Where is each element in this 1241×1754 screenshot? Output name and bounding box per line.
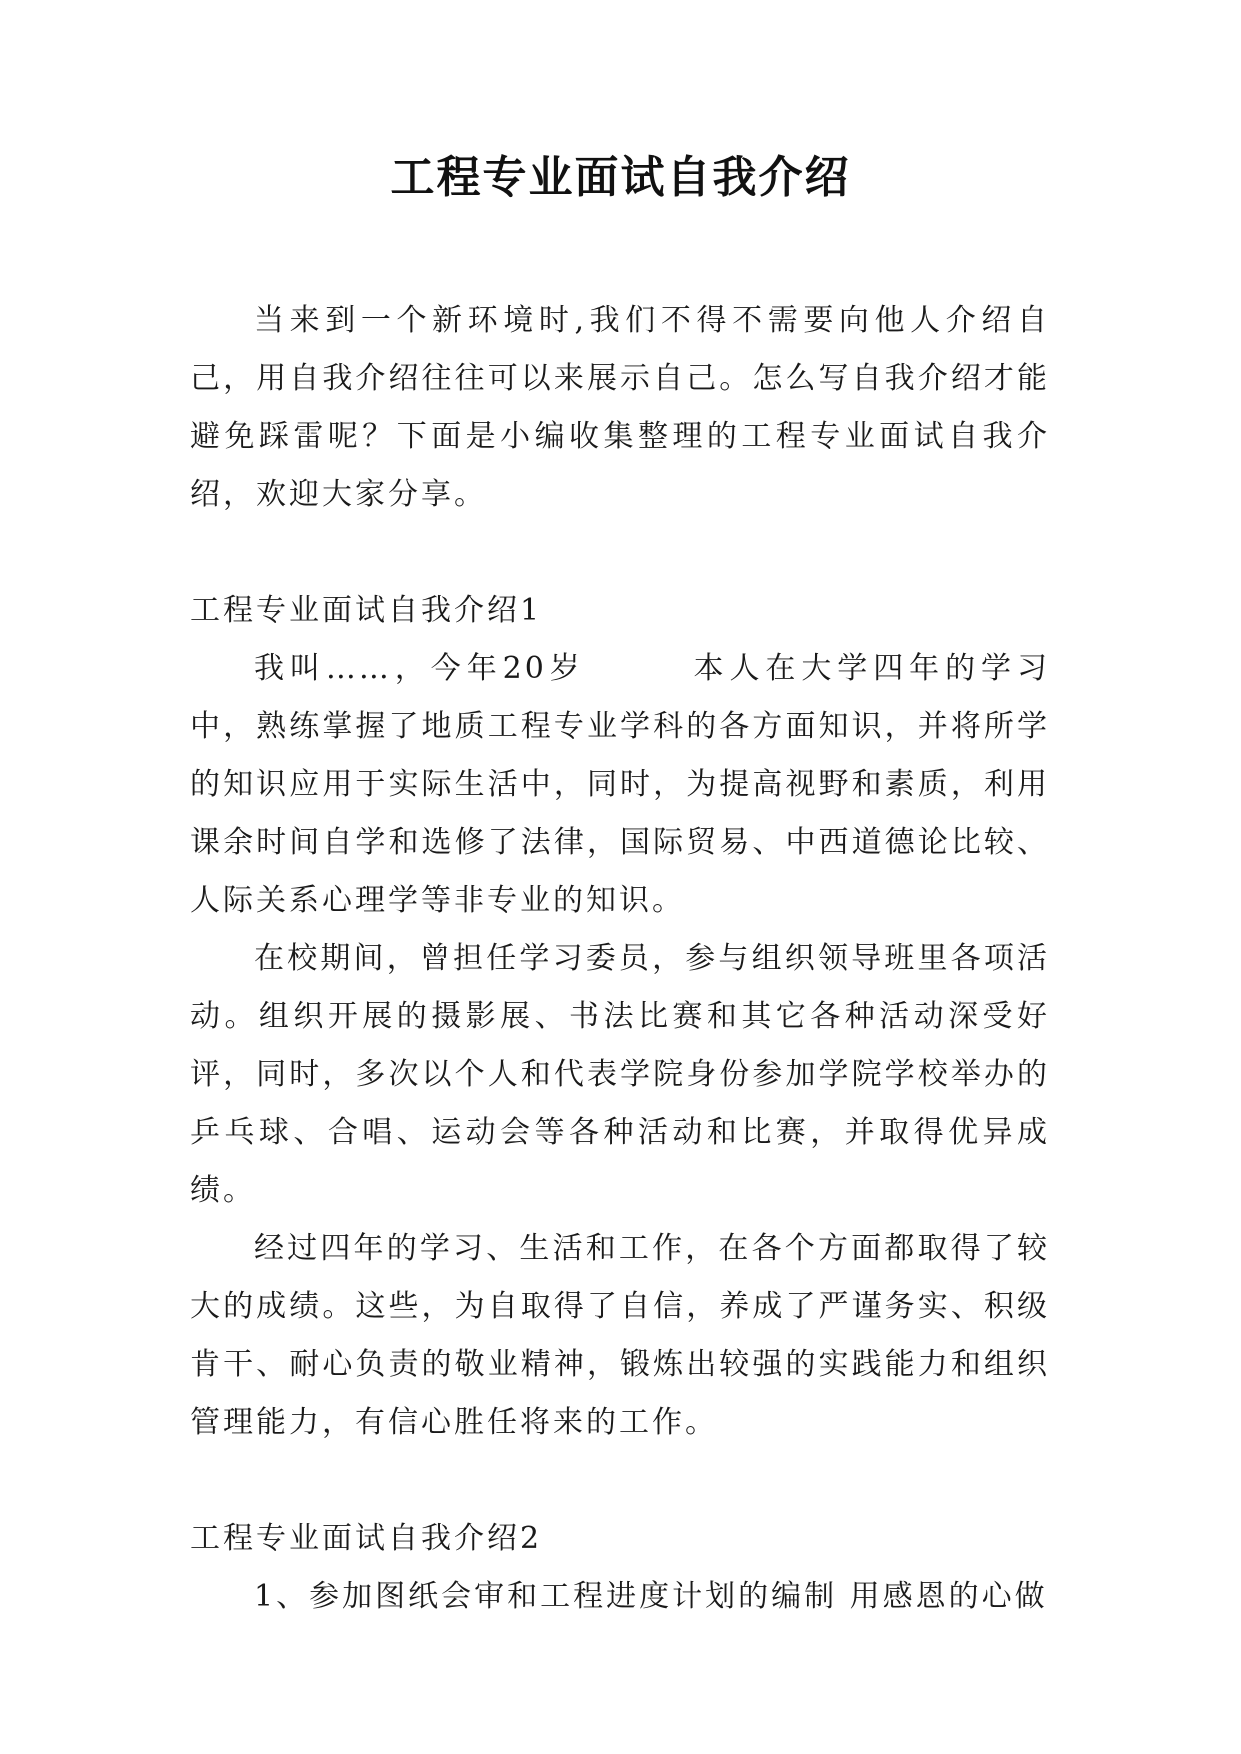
section-heading-2: 工程专业面试自我介绍2 <box>190 1521 543 1556</box>
document-title: 工程专业面试自我介绍 <box>390 152 851 203</box>
section-1-paragraph-3: 经过四年的学习、生活和工作，在各个方面都取得了较大的成绩。这些，为自取得了自信，养成了严谨务实、积级肯干、耐心负责的敬业精神，锻炼出较强的实践能力和组织管理能力，有信心胜任将来的工作。 <box>190 1231 1050 1440</box>
section-gap <box>190 1452 1050 1510</box>
section-gap <box>190 524 1050 582</box>
document-body <box>190 292 1050 1626</box>
section-2-paragraph-1: 1、参加图纸会审和工程进度计划的编制 用感恩的心做 <box>254 1579 1048 1614</box>
section-heading-1: 工程专业面试自我介绍1 <box>190 593 543 628</box>
section-1-paragraph-1: 我叫……，今年20岁 本人在大学四年的学习中，熟练掌握了地质工程专业学科的各方面知识，并将所学的知识应用于实际生活中，同时，为提高视野和素质，利用课余时间自学和选修了法律，国际贸易、中西道德论比较、人际关系心理学等非专业的知识。 <box>190 651 1050 918</box>
section-1-paragraph-2: 在校期间，曾担任学习委员，参与组织领导班里各项活动。组织开展的摄影展、书法比赛和其它各种活动深受好评，同时，多次以个人和代表学院身份参加学院学校举办的乒乓球、合唱、运动会等各种活动和比赛，并取得优异成绩。 <box>190 941 1050 1208</box>
intro-paragraph: 当来到一个新环境时,我们不得不需要向他人介绍自己，用自我介绍往往可以来展示自己。怎么写自我介绍才能避免踩雷呢？下面是小编收集整理的工程专业面试自我介绍，欢迎大家分享。 <box>190 303 1050 512</box>
